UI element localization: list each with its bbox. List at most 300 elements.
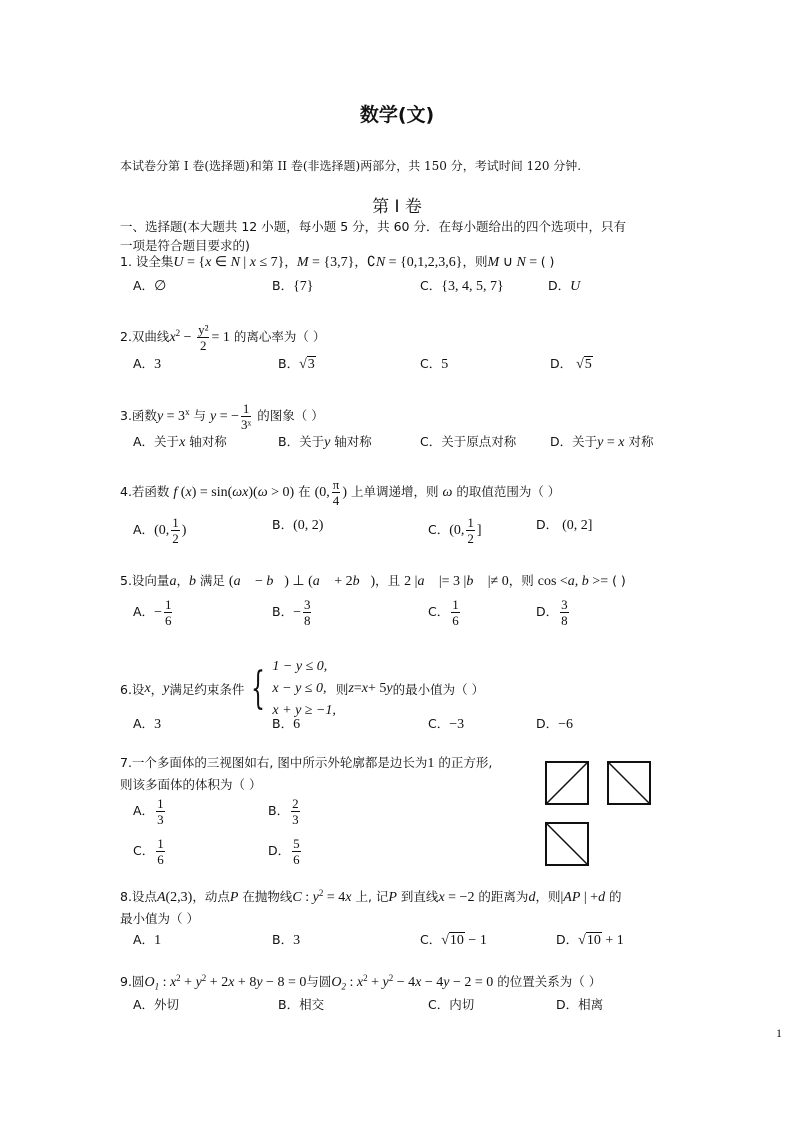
text-segment: 最小值为（ ） [120,911,199,926]
fraction [241,401,251,432]
math-expression: 1 [427,756,435,771]
math-expression: ∪ [499,255,517,270]
math-variable: y [597,435,604,450]
front-view [545,761,589,805]
math-expression: + 5 [368,681,387,696]
text-segment: ( ) [608,573,626,588]
fraction [466,515,475,546]
text-segment: 的正方形, [434,755,493,770]
fraction [156,836,165,867]
section-line-1: 一、选择题(本大题共 12 小题，每小题 5 分，共 60 分．在每小题给出的四个选项中，只有 [120,219,626,234]
fraction-denominator: 8 [561,613,568,628]
math-expression: 3 [154,717,162,732]
option-C[interactable] [420,354,448,373]
fraction-numerator: 3 [303,597,311,612]
superscript: x [185,406,190,417]
option-B[interactable] [272,714,300,733]
math-expression: > 0) [267,485,295,500]
math-expression: = 1 [211,330,230,345]
text-segment: 6.设 [120,682,145,697]
math-variable: x [228,975,235,990]
radical-sign-icon: √ [576,357,584,372]
math-expression: cos < [537,574,568,589]
text-segment: ， [354,254,367,269]
text-segment: B． [268,803,290,818]
text-segment: 轴对称 [185,434,227,449]
option-A[interactable] [133,276,166,295]
question-stem-line [120,909,199,927]
text-segment: A．关于 [133,434,180,449]
math-variable: x [185,485,192,500]
math-expression: (0, [154,523,170,538]
option-A[interactable] [133,714,161,733]
fraction [303,597,312,628]
question-stem-line [120,753,492,772]
math-expression: = − [216,409,240,424]
text-segment: ，动点 [192,889,230,904]
text-segment: 的 [605,889,622,904]
fraction-numerator: 1 [164,597,172,612]
option-B[interactable] [268,796,302,827]
text-segment: D． [268,843,291,858]
option-D[interactable] [548,276,580,295]
text-segment: B． [272,278,294,293]
fraction [332,477,341,508]
fraction-denominator: 2 [200,338,207,353]
fraction-numerator: 3 [561,597,568,612]
math-variable: b⃗ [466,574,485,589]
math-expression: (2,3) [165,890,193,905]
text-segment: 的取值范围为（ ） [452,484,561,499]
text-segment: A． [133,278,155,293]
text-segment: ，则 [508,573,538,588]
math-expression: = [353,681,362,696]
option-A[interactable] [133,515,186,546]
text-segment: 5.设向量 [120,573,170,588]
math-expression: {7} [293,279,314,294]
fraction-numerator: 1 [157,796,164,811]
option-A[interactable] [133,930,161,949]
math-variable: x [618,435,625,450]
constraint-system [244,656,336,722]
text-segment: ， [284,254,297,269]
math-variable: AP [563,890,581,905]
math-expression: − [180,330,196,345]
text-segment: 8.设点 [120,889,157,904]
text-segment: 7.一个多面体的三视图如右, 图中所示外轮廓都是边长为 [120,755,428,770]
math-expression: ( [228,574,234,589]
text-segment: D．相离 [556,997,604,1012]
text-segment: C．内切 [428,997,475,1012]
superscript: 2 [388,972,394,983]
math-expression: + 2 [206,975,229,990]
option-D[interactable] [536,714,573,733]
radicand: 3 [307,357,315,372]
text-segment: ，则 [535,889,561,904]
option-B[interactable] [272,276,314,295]
option-B[interactable] [272,515,323,534]
question-stem-line [120,252,554,271]
math-variable: x [205,255,212,270]
math-expression: 6 [293,717,301,732]
option-C[interactable] [428,714,464,733]
option-C[interactable] [428,597,462,628]
section-heading [120,217,626,255]
math-expression: | + [580,890,599,905]
math-variable: y [443,975,450,990]
math-variable: N [516,255,526,270]
radical-sign-icon: √ [299,357,307,372]
fraction-denominator: 6 [157,852,164,867]
math-expression: ] [476,523,482,538]
math-expression: − [293,605,301,620]
subscript: 2 [341,981,346,992]
constraint-line: x + y ≥ −1, [272,703,336,718]
text-segment: A． [133,932,155,947]
math-variable: x [144,681,151,696]
math-expression: − 4 [421,975,444,990]
math-variable: d [528,890,536,905]
text-segment: C． [420,932,442,947]
fraction [292,836,301,867]
math-expression: + 1 [601,933,624,948]
math-variable: O [331,975,342,990]
constraint-line: 1 − y ≤ 0, [272,659,328,674]
math-expression: = 4 [323,890,346,905]
text-segment: 与 [189,408,211,423]
subscript: 1 [154,981,160,992]
text-segment: 满足 [195,573,229,588]
option-B[interactable] [278,995,324,1013]
text-segment: 上单调递增，则 [347,484,443,499]
text-segment: 上, 记 [351,889,389,904]
option-C[interactable] [428,995,474,1013]
radical-sign-icon: √ [441,933,449,948]
math-expression: {3, 4, 5, 7} [441,279,504,294]
text-segment: 在 [294,484,315,499]
math-variable: y [382,975,389,990]
math-variable: x [361,681,369,696]
math-expression: ∁ [366,255,376,270]
text-segment: ( ) [540,254,555,269]
math-variable: a⃗ [417,574,436,589]
math-variable: y [312,890,319,905]
radicand: 10 [586,933,601,948]
math-expression: 3 [293,933,301,948]
math-expression: ∅ [154,279,167,294]
math-variable: C [292,890,302,905]
math-variable: b [188,574,196,589]
option-A[interactable] [133,796,167,827]
math-variable: P [388,890,397,905]
top-view [545,822,589,866]
text-segment: 到直线 [396,889,439,904]
fraction-numerator: 5 [293,836,300,851]
left-brace-icon: { [251,663,266,714]
option-B[interactable] [278,432,372,451]
text-segment: 与圆 [306,974,332,989]
text-segment: A．外切 [133,997,180,1012]
text-segment: C．关于原点对称 [420,434,517,449]
text-segment: 1. 设全集 [120,254,174,269]
math-variable: a [169,574,177,589]
fraction-denominator: 3 [292,812,299,827]
superscript: 2 [363,972,368,983]
option-C[interactable] [420,276,504,295]
option-A[interactable] [133,597,174,628]
math-variable: x [169,975,177,990]
fraction [164,597,173,628]
text-segment: 则 [335,682,349,697]
math-variable: U [570,279,581,294]
math-variable: y [324,435,331,450]
constraint-lines [272,656,336,722]
math-variable: N [230,255,240,270]
text-segment: C． [428,716,450,731]
math-expression: ) [342,485,348,500]
square-root [578,932,602,948]
math-variable: b⃗ [352,574,371,589]
exam-intro: 本试卷分第 I 卷(选择题)和第 II 卷(非选择题)两部分，共 150 分，考试时间 120 分钟. [120,159,582,173]
math-expression: (0, [449,523,465,538]
fraction [560,597,569,628]
text-segment: B． [272,716,294,731]
math-variable: M [487,255,500,270]
math-expression: |= 3 | [435,574,467,589]
text-segment: B． [278,356,300,371]
math-expression: − 2 = 0 [449,975,494,990]
superscript: 2 [201,972,207,983]
fraction-numerator: 1 [467,515,474,530]
fraction-denominator: 6 [452,613,459,628]
text-segment: 则该多面体的体积为（ ） [120,777,262,792]
option-D[interactable] [536,515,592,534]
math-expression: ) = sin( [191,485,233,500]
text-segment: D． [536,604,559,619]
text-segment: B．关于 [278,434,325,449]
radical-sign-icon: √ [578,933,586,948]
side-view [607,761,651,805]
math-expression: |≠ 0 [484,574,509,589]
text-segment: A． [133,803,155,818]
math-expression: − [154,605,162,620]
text-segment: 的位置关系为（ ） [493,974,602,989]
text-segment: B． [272,517,294,532]
math-variable: ω [257,485,268,500]
option-B[interactable] [272,597,313,628]
math-expression: : [345,975,357,990]
fraction-denominator: 3ˣ [241,417,252,432]
fraction [156,796,165,827]
math-variable: y [156,409,164,424]
math-variable: f [173,485,178,500]
math-expression: −3 [449,717,465,732]
option-D[interactable] [550,354,593,373]
math-variable: O [144,975,155,990]
text-segment: 4.若函数 [120,484,174,499]
fraction-denominator: 8 [303,613,311,628]
math-variable: x [179,435,186,450]
math-expression: )( [248,485,258,500]
math-variable: N [375,255,386,270]
math-expression: = [525,255,541,270]
math-variable: b⃗ [266,574,285,589]
fraction-numerator: 1 [172,515,179,530]
fraction-denominator: 4 [332,493,340,508]
math-expression: (0, 2) [293,518,324,533]
math-variable: x [249,255,256,270]
math-variable: x [415,975,422,990]
math-variable: y [195,975,202,990]
math-expression: 1 [154,933,162,948]
question-stem-line [120,401,324,432]
text-segment: D． [548,278,571,293]
option-A[interactable] [133,354,161,373]
superscript: 2 [175,327,181,338]
fraction-numerator: 2 [292,796,299,811]
fraction [171,515,180,546]
text-segment: A． [133,522,155,537]
page-number: 1 [776,1026,782,1040]
math-variable: a⃗ [233,574,252,589]
question-stem-line [120,775,261,793]
math-expression: ) [370,574,376,589]
text-segment: 的距离为 [474,889,529,904]
text-segment: C． [420,356,442,371]
math-variable: A [156,890,166,905]
option-D[interactable] [550,432,653,451]
math-variable: d [598,890,606,905]
document-title: 数学(文) [359,104,435,126]
text-segment: D． [556,932,579,947]
text-segment: 轴对称 [330,434,372,449]
fraction-numerator: 1 [242,401,250,416]
option-D[interactable] [556,995,603,1013]
math-variable: y [163,681,170,696]
math-expression: : [301,890,313,905]
math-expression: − 8 = 0 [262,975,307,990]
fraction-denominator: 2 [467,531,474,546]
option-C[interactable] [420,930,487,949]
constraint-line: x − y ≤ 0, [272,681,327,696]
option-B[interactable] [278,354,316,373]
option-C[interactable] [133,836,167,867]
section-line-2: 一项是符合题目要求的) [120,238,250,253]
math-expression: − [251,574,267,589]
math-expression: = {3,7} [308,255,355,270]
math-expression: | [239,255,250,270]
question-stem-line [120,477,560,508]
text-segment: 的离心率为（ ） [229,329,326,344]
question-stem-line [120,972,601,992]
text-segment: D．关于 [550,434,598,449]
fraction-denominator: 3 [157,812,164,827]
fraction-numerator: 1 [452,597,459,612]
text-segment: D． [536,517,563,532]
square-root [576,356,593,372]
text-segment: 在抛物线 [238,889,293,904]
text-segment: 9.圆 [120,974,145,989]
question-stem-line [120,656,484,722]
math-variable: ωx [232,485,249,500]
option-B[interactable] [272,930,300,949]
superscript: 2 [176,972,181,983]
radicand: 5 [584,357,592,372]
question-stem-line [120,322,325,353]
math-expression: − 4 [393,975,416,990]
text-segment: D． [550,356,577,371]
math-expression: : [159,975,170,990]
fraction [291,796,300,827]
math-variable: x [438,890,445,905]
math-expression: = {0,1,2,3,6} [385,255,463,270]
math-variable: y [256,975,263,990]
option-C[interactable] [420,432,516,450]
option-A[interactable] [133,995,179,1013]
fraction [197,322,209,353]
math-expression: >= [588,574,609,589]
text-segment: ，且 [375,573,405,588]
text-segment: ， [176,573,189,588]
option-C[interactable] [428,515,482,546]
text-segment: B． [272,604,294,619]
text-segment: A． [133,604,155,619]
text-segment: 3.函数 [120,408,157,423]
text-segment: 的最小值为（ ） [392,682,485,697]
square-root [299,356,316,372]
math-variable: z [348,681,354,696]
math-variable: x [169,330,176,345]
option-D[interactable] [268,836,303,867]
math-expression: = [603,435,619,450]
math-expression: + 8 [234,975,257,990]
math-expression: (0, 2] [562,518,593,533]
math-expression: ≤ 7} [255,255,285,270]
math-expression: ) [181,523,187,538]
text-segment: C． [428,604,450,619]
math-variable: P [229,890,239,905]
math-variable: a⃗ [312,574,331,589]
option-D[interactable] [556,930,624,949]
fraction-denominator: 6 [164,613,172,628]
text-segment: D． [536,716,559,731]
math-variable: M [296,255,309,270]
math-variable: x [356,975,364,990]
math-expression: + 2 [330,574,353,589]
superscript: 2 [318,887,324,898]
math-variable: y [210,409,217,424]
fraction-numerator: 1 [157,836,164,851]
text-segment: A． [133,356,155,371]
math-expression: = { [183,255,206,270]
math-expression: = 3 [163,409,186,424]
math-variable: ω [442,485,453,500]
option-A[interactable] [133,432,227,451]
option-D[interactable] [536,597,571,628]
text-segment: 满足约束条件 [169,682,245,697]
math-expression: = −2 [444,890,475,905]
text-segment: B． [272,932,294,947]
math-expression: + [367,975,383,990]
math-expression: ∈ [211,255,231,270]
math-expression: −6 [558,717,574,732]
text-segment: 2.双曲线 [120,329,170,344]
text-segment: ，则 [462,254,488,269]
math-variable: a, b [567,574,589,589]
fraction-numerator: y² [198,322,209,337]
text-segment: 的图象（ ） [253,408,324,423]
text-segment: ， [150,682,164,697]
